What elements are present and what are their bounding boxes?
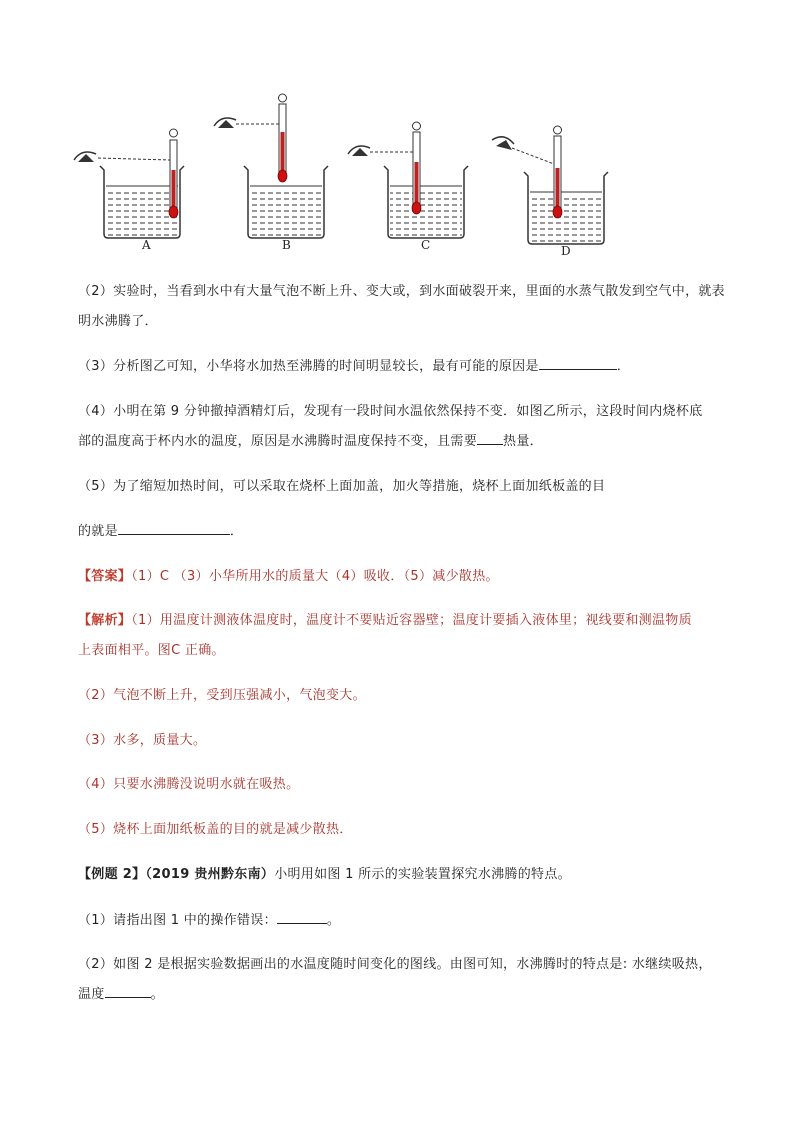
analysis-item-4: （4）只要水沸腾没说明水就在吸热。 (78, 777, 300, 792)
answer-blank (277, 909, 327, 924)
figure-label-b: B (282, 238, 291, 252)
analysis-item-3: （3）水多，质量大。 (78, 733, 207, 748)
analysis-tag: 【解析】 (78, 613, 132, 628)
figure-label-a: A (142, 238, 151, 252)
eye-icon (492, 137, 514, 150)
example-question-2-text: 温度 (78, 987, 105, 1002)
eye-icon (214, 118, 236, 128)
example-question-2-line-2 (78, 980, 738, 1010)
analysis-item-2: （2）气泡不断上升，受到压强减小，气泡变大。 (78, 688, 366, 703)
answer-blank (477, 430, 503, 445)
question-4-line-1: （4）小明在第 9 分钟撤掉酒精灯后，发现有一段时间水温依然保持不变．如图乙所示，这段时间内烧杯底 (78, 404, 703, 419)
question-2: （2）实验时，当看到水中有大量气泡不断上升、变大或，到水面破裂开来，里面的水蒸气散发到空气中，就表明水沸腾了． (78, 284, 725, 329)
analysis-line-1: （1）用温度计测液体温度时，温度计不要贴近容器壁；温度计要插入液体里；视线要和测温物质 (131, 613, 692, 628)
beaker-d (492, 126, 608, 244)
example-2-heading (78, 860, 738, 890)
eye-icon (348, 146, 370, 156)
question-4-text: 部的温度高于杯内水的温度，原因是水沸腾时温度保持不变，且需要 (78, 434, 478, 449)
example-question-1-end: 。 (326, 913, 341, 928)
beaker-a (74, 129, 184, 238)
question-3-end: ． (616, 359, 631, 374)
analysis-item-5: （5）烧杯上面加纸板盖的目的就是减少散热． (78, 822, 353, 837)
question-4-end: 热量． (503, 434, 543, 449)
question-5-line-1: （5）为了缩短加热时间，可以采取在烧杯上面加盖，加火等措施，烧杯上面加纸板盖的目 (78, 479, 606, 494)
question-5-line-2 (78, 517, 738, 547)
analysis-section (78, 606, 738, 666)
figure-label-c: C (421, 238, 431, 252)
answer-blank (105, 983, 151, 998)
beaker-b (214, 94, 328, 238)
answer-blank (539, 355, 617, 370)
answer-section (78, 562, 738, 592)
beaker-c (348, 122, 468, 238)
example-source: （2019 贵州黔东南） (145, 867, 275, 882)
example-question-1-text: （1）请指出图 1 中的操作错误： (78, 913, 277, 928)
question-5-end: ． (229, 524, 244, 539)
question-3 (78, 352, 738, 382)
example-tag: 【例题 2】 (78, 867, 146, 882)
question-4-line-2 (78, 427, 738, 457)
question-3-text: （3）分析图乙可知，小华将水加热至沸腾的时间明显较长，最有可能的原因是 (78, 359, 539, 374)
example-question-2 (78, 950, 738, 1010)
example-question-2-line-1: （2）如图 2 是根据实验数据画出的水温度随时间变化的图线。由图可知，水沸腾时的特点是: 水继续吸热， (78, 957, 712, 972)
analysis-line-2: 上表面相平。图C 正确。 (78, 643, 225, 658)
question-5-text: 的就是 (78, 524, 118, 539)
thermometer-reading-figure (60, 88, 620, 258)
example-question-2-end: 。 (150, 987, 164, 1002)
answer-tag: 【答案】 (78, 569, 132, 584)
example-question-1 (78, 906, 738, 936)
answer-blank (118, 520, 230, 535)
eye-icon (74, 152, 96, 162)
figure-label-d: D (561, 244, 571, 258)
example-text: 小明用如图 1 所示的实验装置探究水沸腾的特点。 (274, 867, 571, 882)
answer-text: （1）C （3）小华所用水的质量大（4）吸收．（5）减少散热。 (131, 569, 499, 584)
question-4 (78, 397, 738, 457)
